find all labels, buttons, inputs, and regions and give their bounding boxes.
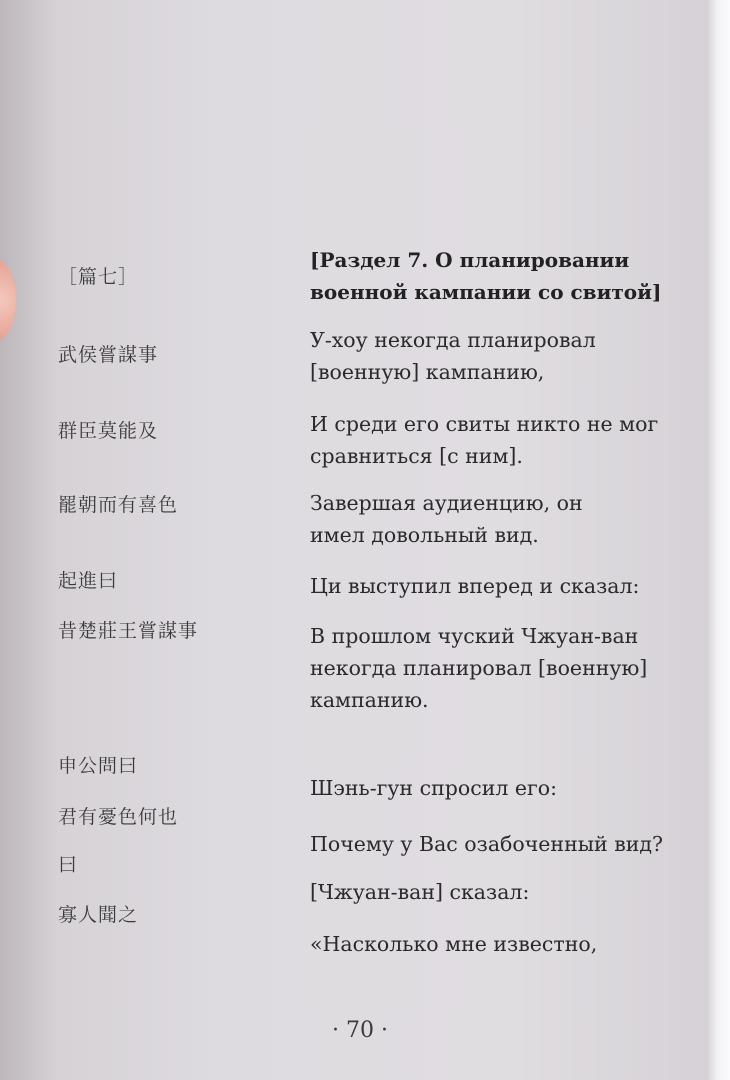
chinese-line: 群臣莫能及 <box>58 420 159 442</box>
russian-translation <box>310 772 700 804</box>
translation-line: некогда планировал [военную] <box>310 656 648 680</box>
translation-line: Завершая аудиенцию, он <box>310 491 583 515</box>
translation-line: [Чжуан-ван] сказал: <box>310 880 530 904</box>
page-edge <box>708 0 730 1080</box>
translation-line: И среди его свиты никто не мог <box>310 412 659 436</box>
section-heading-line-2: военной кампании со свитой] <box>310 280 662 304</box>
translation-line: Шэнь-гун спросил его: <box>310 776 558 800</box>
translation-line: имел довольный вид. <box>310 523 539 547</box>
chinese-line: 昔楚莊王嘗謀事 <box>58 620 199 642</box>
section-heading-chinese: ［篇七］ <box>58 266 139 288</box>
translation-line: В прошлом чуский Чжуан-ван <box>310 624 639 648</box>
russian-translation <box>310 620 700 716</box>
translation-line: сравниться [с ним]. <box>310 444 523 468</box>
chinese-line: 申公問曰 <box>58 755 139 777</box>
russian-translation <box>310 828 700 860</box>
translation-line: [военную] кампанию, <box>310 360 545 384</box>
chinese-line: 君有憂色何也 <box>58 806 179 828</box>
section-heading-russian <box>310 244 700 308</box>
russian-translation <box>310 487 700 551</box>
russian-translation <box>310 570 700 602</box>
chinese-line: 武侯嘗謀事 <box>58 344 159 366</box>
translation-line: У-хоу некогда планировал <box>310 328 596 352</box>
chinese-line: 曰 <box>58 854 79 876</box>
chinese-line: 起進曰 <box>58 570 119 592</box>
russian-translation <box>310 928 700 960</box>
section-heading-line-1: [Раздел 7. О планировании <box>310 248 630 272</box>
chinese-line: 罷朝而有喜色 <box>58 494 179 516</box>
chinese-line: 寡人聞之 <box>58 904 139 926</box>
russian-translation <box>310 324 700 388</box>
translation-line: Почему у Вас озабоченный вид? <box>310 832 664 856</box>
russian-translation <box>310 408 700 472</box>
russian-translation <box>310 876 700 908</box>
translation-line: кампанию. <box>310 688 429 712</box>
translation-line: Ци выступил вперед и сказал: <box>310 574 640 598</box>
page-number: · 70 · <box>332 1018 388 1043</box>
translation-line: «Насколько мне известно, <box>310 932 598 956</box>
